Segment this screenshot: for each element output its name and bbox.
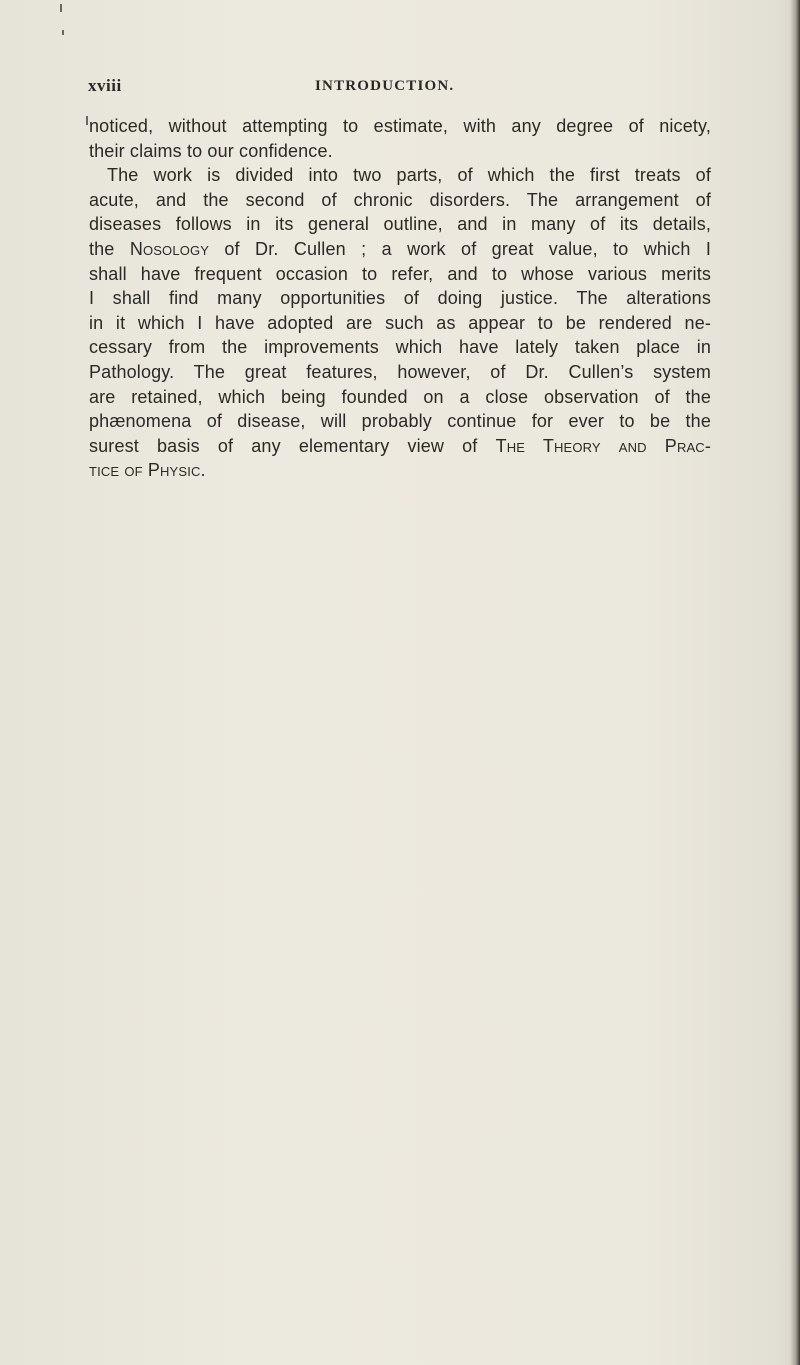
text-line — [89, 434, 711, 459]
text-line: diseases follows in its general outline, and in many of its details, — [89, 214, 711, 235]
scan-speck — [62, 30, 64, 35]
text-line: The work is divided into two parts, of which the first treats of — [107, 165, 711, 186]
nosology-term: Nosology — [129, 238, 210, 259]
text-line: I shall find many opportunities of doing justice. The alterations — [89, 288, 711, 309]
text-line: their claims to our confidence. — [89, 140, 333, 161]
text-line: in it which I have adopted are such as appear to be rendered ne- — [89, 312, 711, 333]
text-fragment: surest basis of any elementary view of — [89, 435, 478, 456]
text-line: cessary from the improvements which have lately taken place in — [89, 337, 711, 358]
text-line: shall have frequent occasion to refer, and to whose various merits — [89, 263, 711, 284]
page-number: xviii — [88, 76, 122, 95]
running-head — [88, 76, 728, 102]
text-line — [89, 237, 711, 262]
book-title-term: The Theory and Prac- — [495, 435, 711, 456]
text-fragment: of Dr. Cullen ; a work of great value, to which I — [224, 238, 711, 259]
scan-speck — [60, 4, 62, 12]
text-fragment: the — [89, 238, 115, 259]
page-edge-shadow — [790, 0, 800, 1365]
text-line: phænomena of disease, will probably continue for ever to be the — [89, 411, 711, 432]
body-text — [89, 114, 711, 483]
running-title: INTRODUCTION. — [315, 78, 455, 94]
text-line: tice of Physic. — [89, 460, 206, 481]
text-line: are retained, which being founded on a close observation of the — [89, 386, 711, 407]
text-line: Pathology. The great features, however, of Dr. Cullen’s system — [89, 361, 711, 382]
text-line: noticed, without attempting to estimate, with any degree of nicety, — [89, 116, 711, 136]
scan-speck — [86, 116, 88, 125]
text-line: acute, and the second of chronic disorders. The arrangement of — [89, 189, 711, 210]
